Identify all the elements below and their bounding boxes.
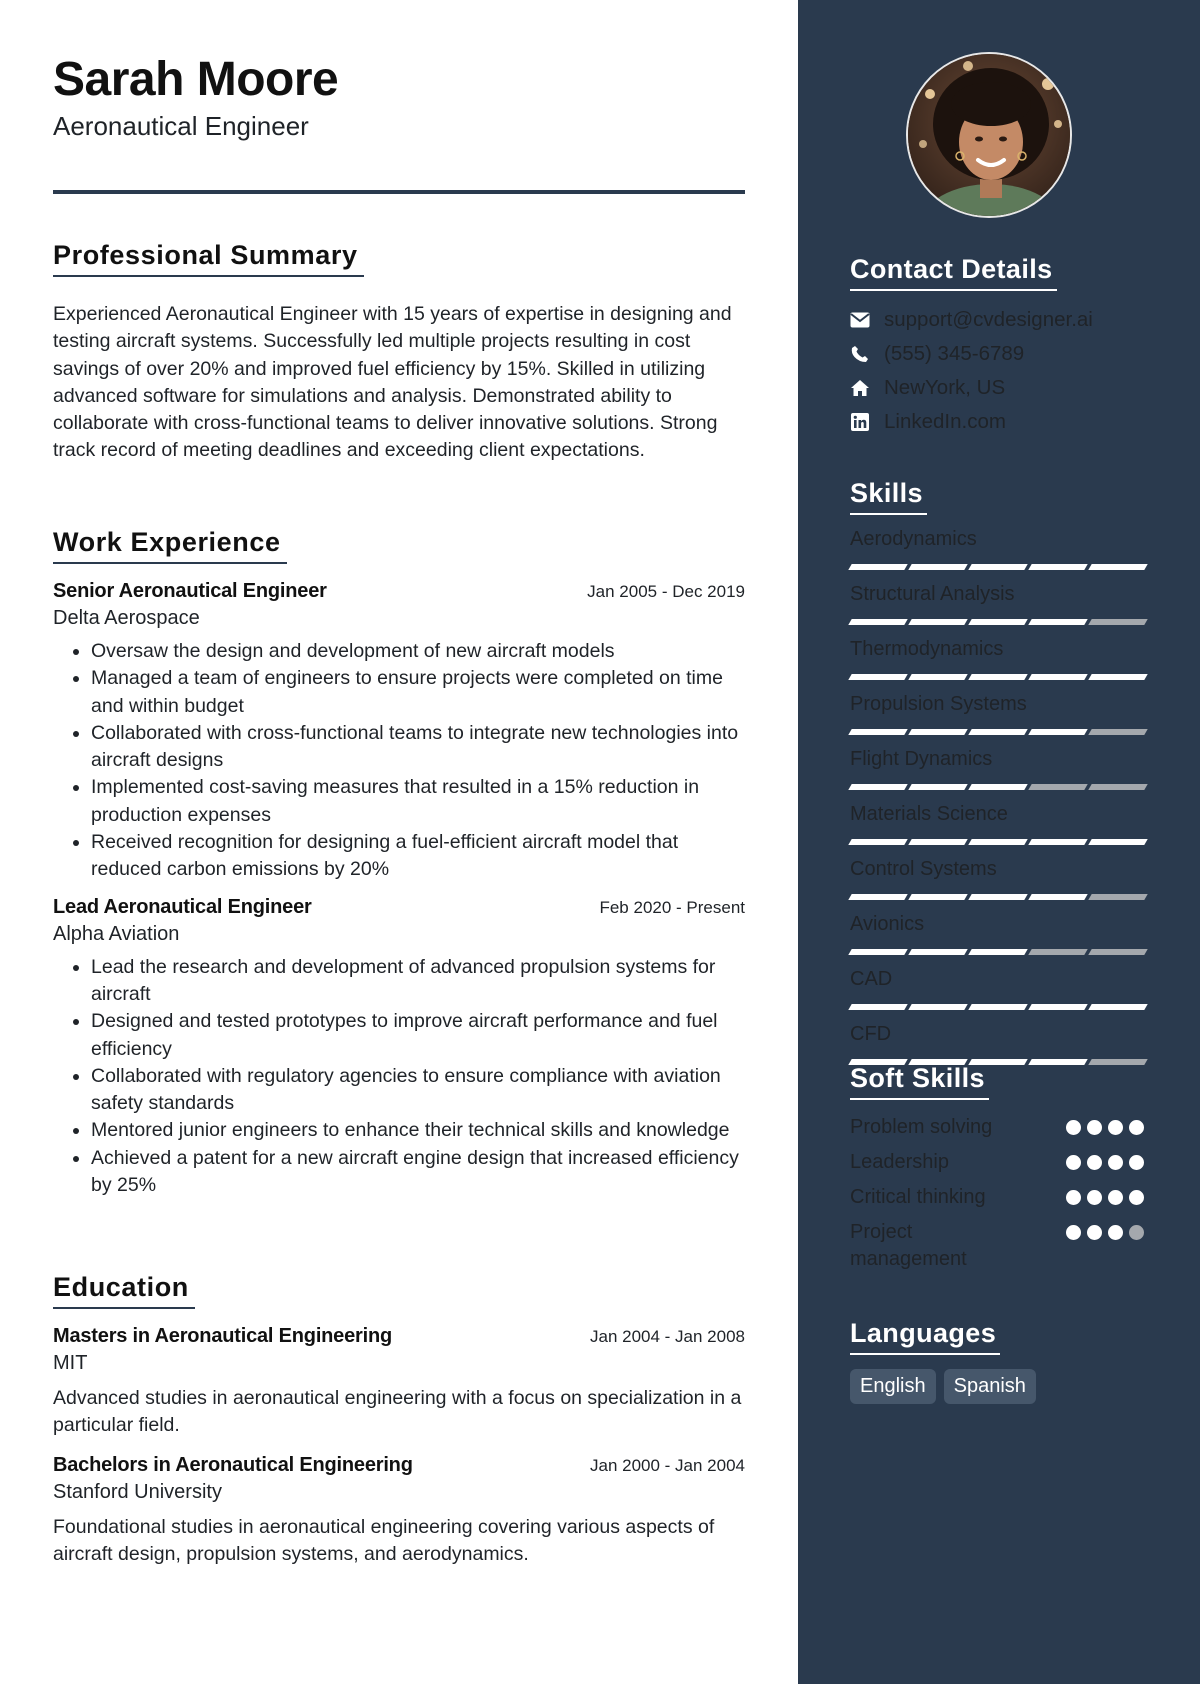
skill-level-segment — [1028, 949, 1087, 955]
degree-title: Masters in Aeronautical Engineering — [53, 1325, 393, 1347]
job-bullet: • Oversaw the design and development of new aircraft models — [91, 638, 745, 665]
job-bullets — [53, 638, 745, 884]
soft-skill-item — [850, 1219, 1150, 1273]
profile-photo-illustration — [908, 54, 1072, 218]
skill-level-segment — [968, 729, 1027, 735]
skill-level-segment — [1028, 894, 1087, 900]
job-bullet: • Implemented cost-saving measures that resulted in a 15% reduction in production expenses — [91, 774, 745, 829]
work-title: Work Experience — [53, 527, 287, 564]
skill-level-segment — [908, 1004, 967, 1010]
job-company: Alpha Aviation — [53, 922, 180, 945]
skill-level-segment — [1028, 729, 1087, 735]
job-bullet: • Lead the research and development of advanced propulsion systems for aircraft — [91, 954, 745, 1009]
skills-title: Skills — [850, 478, 927, 515]
skill-item — [850, 855, 1150, 904]
skill-level-segment — [848, 894, 907, 900]
skill-level-segment — [1088, 674, 1147, 680]
soft-skill-dot — [1108, 1190, 1123, 1205]
skill-item — [850, 745, 1150, 794]
contact-section — [850, 254, 1150, 439]
soft-skill-name: Problem solving — [850, 1116, 993, 1138]
skill-item — [850, 910, 1150, 959]
soft-skill-item — [850, 1149, 1150, 1176]
soft-skill-rating — [1066, 1155, 1150, 1170]
contact-phone[interactable] — [850, 337, 1150, 371]
contact-phone-text: (555) 345-6789 — [884, 342, 1025, 365]
skill-level-segment — [908, 729, 967, 735]
skill-level-segment — [968, 949, 1027, 955]
skill-level-segment — [848, 619, 907, 625]
soft-skill-dot — [1108, 1155, 1123, 1170]
contact-title: Contact Details — [850, 254, 1057, 291]
skill-level-bar — [850, 725, 1150, 739]
skill-name: CFD — [850, 1023, 892, 1045]
candidate-name: Sarah Moore — [53, 53, 339, 106]
soft-skill-dot — [1129, 1225, 1144, 1240]
skill-level-segment — [848, 729, 907, 735]
summary-text: Experienced Aeronautical Engineer with 15 years of expertise in designing and testing aircraft systems. Successfully led multiple projects resulting in cost savings of over 20% and improved fuel efficiency by 15%. Skilled in utilizing advanced software for simulations and analysis. Demonstrated ability to collaborate with cross-functional teams to deliver innovative solutions. Strong track record of meeting deadlines and exceeding client expectations. — [53, 303, 732, 462]
skill-item — [850, 1020, 1150, 1069]
envelope-icon — [850, 310, 870, 330]
soft-skill-rating — [1066, 1225, 1150, 1240]
school-name: MIT — [53, 1352, 88, 1374]
skill-level-bar — [850, 560, 1150, 574]
skill-level-segment — [848, 564, 907, 570]
linkedin-icon — [850, 412, 870, 432]
skill-name: Avionics — [850, 913, 925, 935]
skill-level-segment — [1088, 784, 1147, 790]
contact-email-text: support@cvdesigner.ai — [884, 308, 1093, 331]
language-chip: English — [850, 1369, 936, 1404]
languages-section — [850, 1318, 1150, 1404]
skill-level-bar — [850, 835, 1150, 849]
contact-linkedin[interactable] — [850, 405, 1150, 439]
soft-skill-dot — [1066, 1190, 1081, 1205]
skill-level-segment — [848, 784, 907, 790]
education-title: Education — [53, 1272, 195, 1309]
skill-level-segment — [908, 894, 967, 900]
job-date: Jan 2005 - Dec 2019 — [587, 582, 745, 601]
job-bullet: • Managed a team of engineers to ensure projects were completed on time and within budget — [91, 665, 745, 720]
education-entry — [53, 1325, 745, 1440]
skill-level-segment — [1088, 619, 1147, 625]
skill-level-bar — [850, 780, 1150, 794]
job-bullet: • Collaborated with cross-functional teams to integrate new technologies into aircraft designs — [91, 720, 745, 775]
soft-skill-dot — [1129, 1120, 1144, 1135]
soft-skill-dot — [1108, 1120, 1123, 1135]
skill-level-bar — [850, 945, 1150, 959]
skill-level-segment — [968, 894, 1027, 900]
candidate-role: Aeronautical Engineer — [53, 111, 309, 141]
soft-skill-dot — [1087, 1225, 1102, 1240]
skill-level-segment — [1088, 894, 1147, 900]
job-bullet: • Mentored junior engineers to enhance their technical skills and knowledge — [91, 1117, 745, 1144]
skill-level-segment — [908, 949, 967, 955]
profile-photo — [906, 52, 1072, 218]
skill-level-segment — [908, 619, 967, 625]
skill-level-segment — [968, 564, 1027, 570]
skill-level-segment — [848, 1004, 907, 1010]
skill-level-bar — [850, 670, 1150, 684]
skill-level-segment — [1028, 564, 1087, 570]
soft-skill-dot — [1129, 1190, 1144, 1205]
skill-level-segment — [1088, 729, 1147, 735]
skill-name: Flight Dynamics — [850, 748, 993, 770]
skill-level-segment — [848, 674, 907, 680]
skill-level-segment — [1088, 1004, 1147, 1010]
skill-level-segment — [968, 784, 1027, 790]
skill-level-segment — [1028, 674, 1087, 680]
soft-skill-dot — [1108, 1225, 1123, 1240]
soft-skill-dot — [1087, 1120, 1102, 1135]
skill-level-segment — [1088, 564, 1147, 570]
degree-description: Foundational studies in aeronautical engineering covering various aspects of aircraft design, propulsion systems, and aerodynamics. — [53, 1515, 715, 1565]
skill-level-segment — [908, 839, 967, 845]
soft-skill-name: Leadership — [850, 1151, 949, 1173]
work-section — [53, 527, 745, 1199]
skill-level-bar — [850, 890, 1150, 904]
soft-skill-rating — [1066, 1120, 1150, 1135]
skill-level-segment — [968, 1004, 1027, 1010]
skill-name: CAD — [850, 968, 893, 990]
soft-skill-name: Critical thinking — [850, 1186, 986, 1208]
contact-location-text: NewYork, US — [884, 376, 1006, 399]
skill-level-segment — [848, 839, 907, 845]
soft-skill-item — [850, 1184, 1150, 1211]
skill-level-segment — [1028, 619, 1087, 625]
skill-item — [850, 580, 1150, 629]
summary-section — [53, 240, 745, 465]
soft-skill-dot — [1087, 1190, 1102, 1205]
education-section — [53, 1272, 745, 1568]
education-entry — [53, 1454, 745, 1569]
job-bullets — [53, 954, 745, 1200]
job-date: Feb 2020 - Present — [599, 897, 745, 917]
degree-date: Jan 2000 - Jan 2004 — [589, 1455, 745, 1475]
skill-item — [850, 635, 1150, 684]
language-chip: Spanish — [944, 1369, 1036, 1404]
soft-skill-dot — [1129, 1155, 1144, 1170]
skill-level-bar — [850, 615, 1150, 629]
skill-level-bar — [850, 1000, 1150, 1014]
job-bullet: • Designed and tested prototypes to improve aircraft performance and fuel efficiency — [91, 1008, 745, 1063]
skill-level-segment — [908, 784, 967, 790]
skill-name: Structural Analysis — [850, 583, 1015, 605]
skill-level-segment — [1028, 784, 1087, 790]
skill-name: Aerodynamics — [850, 528, 977, 550]
summary-title: Professional Summary — [53, 240, 364, 277]
degree-date: Jan 2004 - Jan 2008 — [589, 1327, 745, 1346]
header-divider — [53, 190, 745, 194]
languages-title: Languages — [850, 1318, 1000, 1355]
job-bullet: • Collaborated with regulatory agencies to ensure compliance with aviation safety standards — [91, 1063, 745, 1118]
degree-description: Advanced studies in aeronautical engineering with a focus on specialization in a particular field. — [53, 1387, 742, 1437]
degree-title: Bachelors in Aeronautical Engineering — [53, 1453, 413, 1476]
soft-skill-rating — [1066, 1190, 1150, 1205]
home-icon — [850, 378, 870, 398]
skill-level-segment — [1028, 839, 1087, 845]
job-title: Senior Aeronautical Engineer — [53, 580, 327, 602]
skill-level-segment — [968, 839, 1027, 845]
skill-item — [850, 525, 1150, 574]
soft-skill-dot — [1066, 1155, 1081, 1170]
contact-linkedin-text: LinkedIn.com — [884, 410, 1006, 433]
skill-level-segment — [968, 674, 1027, 680]
skill-item — [850, 965, 1150, 1014]
contact-email[interactable] — [850, 303, 1150, 337]
school-name: Stanford University — [53, 1480, 222, 1503]
soft-skills-title: Soft Skills — [850, 1063, 989, 1100]
skills-section — [850, 478, 1150, 1069]
soft-skill-dot — [1066, 1225, 1081, 1240]
skill-level-segment — [1088, 839, 1147, 845]
skill-name: Propulsion Systems — [850, 693, 1027, 715]
job-bullet: • Received recognition for designing a fuel-efficient aircraft model that reduced carbon emissions by 20% — [91, 829, 745, 884]
soft-skills-section — [850, 1063, 1150, 1273]
skill-level-segment — [908, 564, 967, 570]
skill-level-segment — [1028, 1004, 1087, 1010]
skill-item — [850, 800, 1150, 849]
soft-skill-dot — [1087, 1155, 1102, 1170]
skill-level-segment — [1088, 949, 1147, 955]
job-entry — [53, 896, 745, 1200]
skill-name: Thermodynamics — [850, 638, 1004, 660]
skill-level-segment — [848, 949, 907, 955]
job-company: Delta Aerospace — [53, 607, 200, 629]
skill-level-segment — [908, 674, 967, 680]
job-bullet: • Achieved a patent for a new aircraft engine design that increased efficiency by 25% — [91, 1145, 745, 1200]
skill-name: Control Systems — [850, 858, 997, 880]
job-entry — [53, 580, 745, 884]
job-title: Lead Aeronautical Engineer — [53, 895, 312, 918]
contact-location — [850, 371, 1150, 405]
soft-skill-dot — [1066, 1120, 1081, 1135]
soft-skill-name: Project management — [850, 1221, 967, 1270]
skill-name: Materials Science — [850, 803, 1008, 825]
skill-level-segment — [968, 619, 1027, 625]
soft-skill-item — [850, 1114, 1150, 1141]
skill-item — [850, 690, 1150, 739]
phone-icon — [850, 344, 870, 364]
